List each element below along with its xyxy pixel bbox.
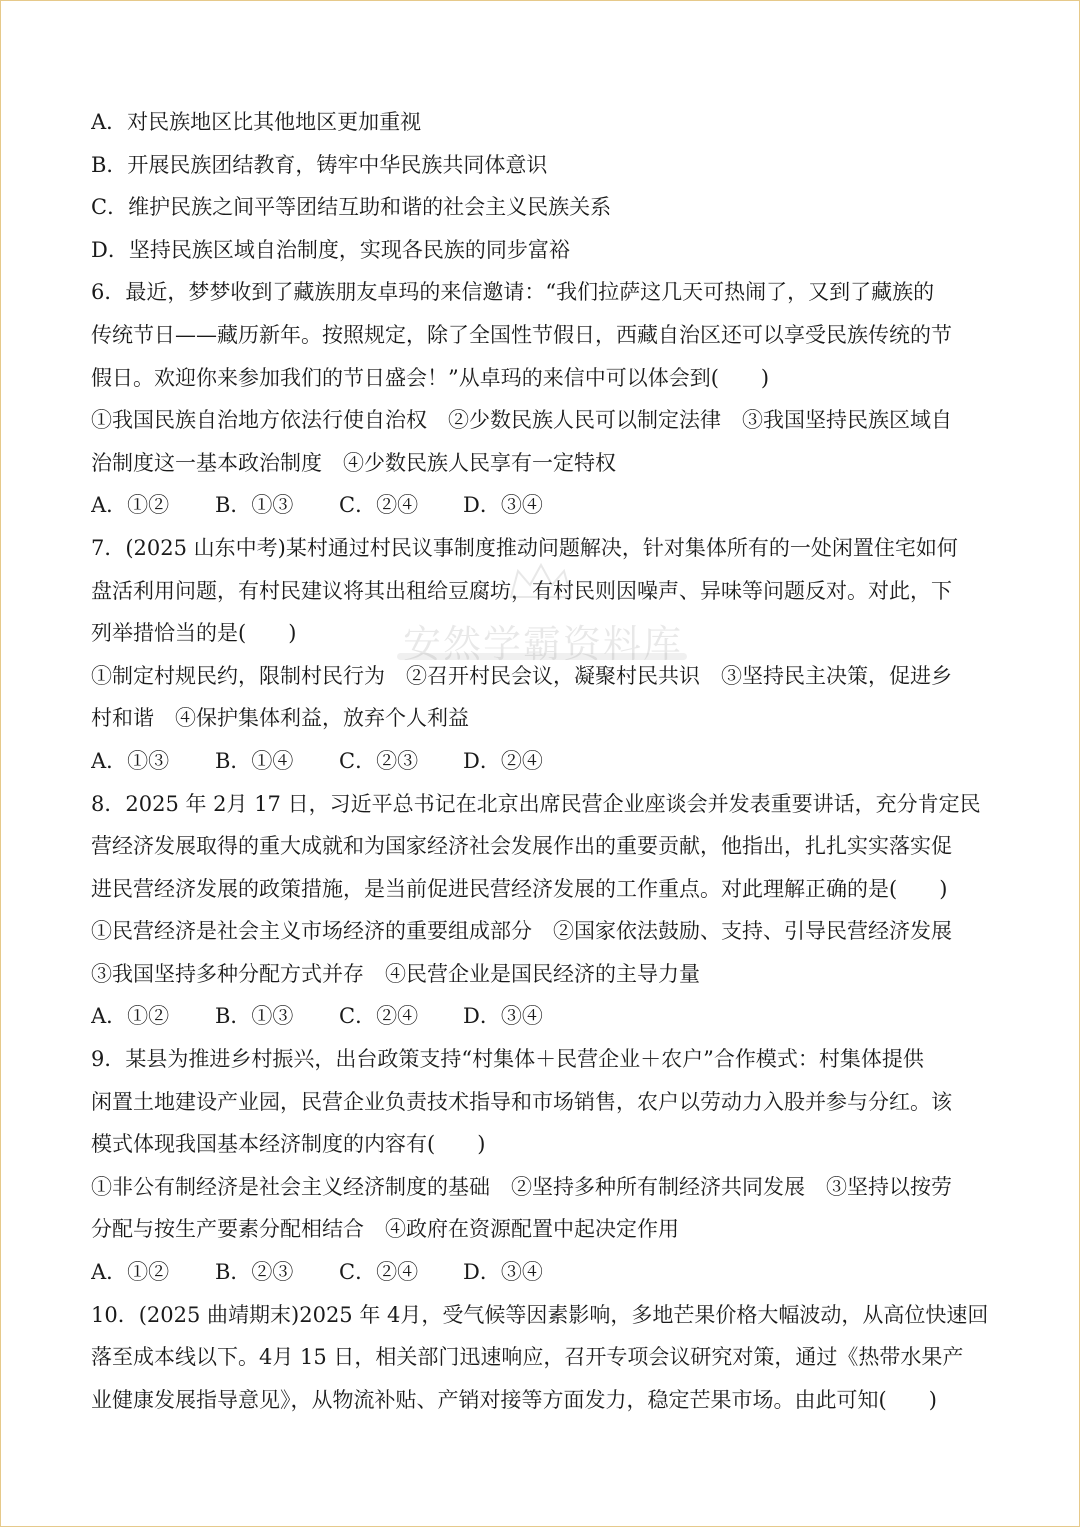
text-line: 列举措恰当的是( ): [91, 621, 297, 646]
answer-option: B．①③: [215, 493, 294, 518]
text-line: 传统节日——藏历新年。按照规定，除了全国性节假日，西藏自治区还可以享受民族传统的节: [91, 322, 952, 347]
answer-option: C．②③: [339, 748, 419, 773]
text-line: 假日。欢迎你来参加我们的节日盛会！”从卓玛的来信中可以体会到( ): [91, 365, 770, 390]
answer-option: A．①②: [91, 1004, 170, 1029]
answer-option: D．③④: [463, 493, 543, 518]
answer-option: A．①②: [91, 493, 170, 518]
text-line: 村和谐 ④保护集体利益，放弃个人利益: [91, 706, 469, 731]
text-line: 9．某县为推进乡村振兴，出台政策支持“村集体＋民营企业＋农户”合作模式：村集体提供: [91, 1047, 924, 1072]
answer-option: C．②④: [339, 1004, 419, 1029]
text-line: 7．(2025 山东中考)某村通过村民议事制度推动问题解决，针对集体所有的一处闲置住宅如何: [91, 535, 958, 560]
text-line: ③我国坚持多种分配方式并存 ④民营企业是国民经济的主导力量: [91, 961, 700, 986]
text-line: 模式体现我国基本经济制度的内容有( ): [91, 1132, 486, 1157]
text-line: 10．(2025 曲靖期末)2025 年 4月，受气候等因素影响，多地芒果价格大幅波动，从高位快速回: [91, 1302, 989, 1327]
text-line: ①制定村规民约，限制村民行为 ②召开村民会议，凝聚村民共识 ③坚持民主决策，促进乡: [91, 663, 952, 688]
answer-option: B．①③: [215, 1004, 294, 1029]
answer-option: D．③④: [463, 1260, 543, 1285]
text-line: ①非公有制经济是社会主义经济制度的基础 ②坚持多种所有制经济共同发展 ③坚持以按劳: [91, 1174, 952, 1199]
text-line: B．开展民族团结教育，铸牢中华民族共同体意识: [91, 152, 548, 177]
answer-options-row: [91, 740, 991, 783]
answer-options-row: [91, 1251, 991, 1294]
text-line: 治制度这一基本政治制度 ④少数民族人民享有一定特权: [91, 450, 616, 475]
text-line: ①民营经济是社会主义市场经济的重要组成部分 ②国家依法鼓励、支持、引导民营经济发展: [91, 919, 952, 944]
answer-options-row: [91, 995, 991, 1038]
answer-option: D．②④: [463, 748, 543, 773]
text-line: 闲置土地建设产业园，民营企业负责技术指导和市场销售，农户以劳动力入股并参与分红。该: [91, 1089, 952, 1114]
text-line: ①我国民族自治地方依法行使自治权 ②少数民族人民可以制定法律 ③我国坚持民族区域自: [91, 408, 952, 433]
text-line: C．维护民族之间平等团结互助和谐的社会主义民族关系: [91, 195, 612, 220]
text-line: 落至成本线以下。4月 15 日，相关部门迅速响应，召开专项会议研究对策，通过《热带水果产: [91, 1345, 964, 1370]
text-line: 6．最近，梦梦收到了藏族朋友卓玛的来信邀请：“我们拉萨这几天可热闹了，又到了藏族的: [91, 280, 935, 305]
text-line: 8．2025 年 2月 17 日，习近平总书记在北京出席民营企业座谈会并发表重要讲话，充分肯定民: [91, 791, 981, 816]
answer-option: A．①③: [91, 748, 170, 773]
answer-option: C．②④: [339, 1260, 419, 1285]
text-line: 进民营经济发展的政策措施，是当前促进民营经济发展的工作重点。对此理解正确的是( ): [91, 876, 948, 901]
answer-option: D．③④: [463, 1004, 543, 1029]
answer-option: B．①④: [215, 748, 294, 773]
answer-option: C．②④: [339, 493, 419, 518]
watermark-text: 安然学霸资料库: [403, 622, 684, 666]
text-line: 业健康发展指导意见》，从物流补贴、产销对接等方面发力，稳定芒果市场。由此可知( ): [91, 1387, 937, 1412]
answer-option: B．②③: [215, 1260, 294, 1285]
text-line: D．坚持民族区域自治制度，实现各民族的同步富裕: [91, 237, 570, 262]
question-text: [91, 101, 991, 1421]
text-line: 分配与按生产要素分配相结合 ④政府在资源配置中起决定作用: [91, 1217, 679, 1242]
answer-option: A．①②: [91, 1260, 170, 1285]
text-line: 营经济发展取得的重大成就和为国家经济社会发展作出的重要贡献，他指出，扎扎实实落实促: [91, 834, 952, 859]
text-line: A．对民族地区比其他地区更加重视: [91, 110, 422, 134]
text-line: 盘活利用问题，有村民建议将其出租给豆腐坊，有村民则因噪声、异味等问题反对。对此，下: [91, 578, 952, 603]
answer-options-row: [91, 484, 991, 527]
